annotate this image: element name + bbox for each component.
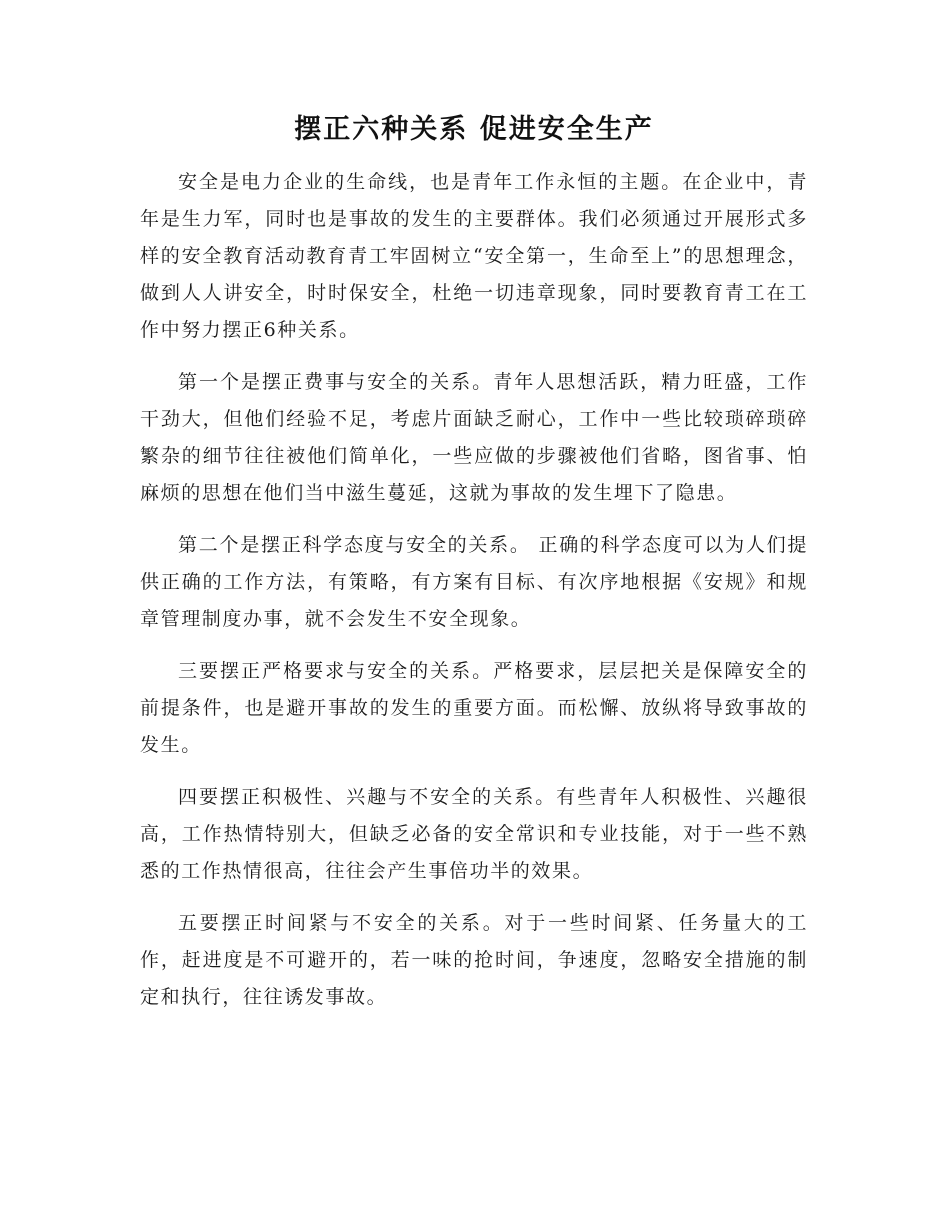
document-title: 摆正六种关系 促进安全生产 bbox=[294, 114, 654, 145]
paragraph-relation-4: 四要摆正积极性、兴趣与不安全的关系。有些青年人积极性、兴趣很高，工作热情特别大，但缺乏必备的安全常识和专业技能，对于一些不熟悉的工作热情很高，往往会产生事倍功半的效果。 bbox=[140, 786, 808, 882]
document-page bbox=[140, 110, 808, 1031]
paragraph-relation-2: 第二个是摆正科学态度与安全的关系。 正确的科学态度可以为人们提供正确的工作方法，有策略，有方案有目标、有次序地根据《安规》和规章管理制度办事，就不会发生不安全现象。 bbox=[140, 534, 808, 630]
paragraph-relation-3: 三要摆正严格要求与安全的关系。严格要求，层层把关是保障安全的前提条件，也是避开事故的发生的重要方面。而松懈、放纵将导致事故的发生。 bbox=[140, 660, 808, 756]
paragraph-relation-5: 五要摆正时间紧与不安全的关系。对于一些时间紧、任务量大的工作，赶进度是不可避开的，若一味的抢时间，争速度，忽略安全措施的制定和执行，往往诱发事故。 bbox=[140, 912, 808, 1008]
paragraph-relation-1: 第一个是摆正费事与安全的关系。青年人思想活跃，精力旺盛，工作干劲大，但他们经验不足，考虑片面缺乏耐心，工作中一些比较琐碎琐碎繁杂的细节往往被他们简单化，一些应做的步骤被他们省略，图省事、怕麻烦的思想在他们当中滋生蔓延，这就为事故的发生埋下了隐患。 bbox=[140, 371, 808, 504]
paragraph-intro: 安全是电力企业的生命线，也是青年工作永恒的主题。在企业中，青年是生力军，同时也是事故的发生的主要群体。我们必须通过开展形式多样的安全教育活动教育青工牢固树立“安全第一，生命至上”的思想理念，做到人人讲安全，时时保安全，杜绝一切违章现象，同时要教育青工在工作中努力摆正6种关系。 bbox=[140, 171, 808, 341]
